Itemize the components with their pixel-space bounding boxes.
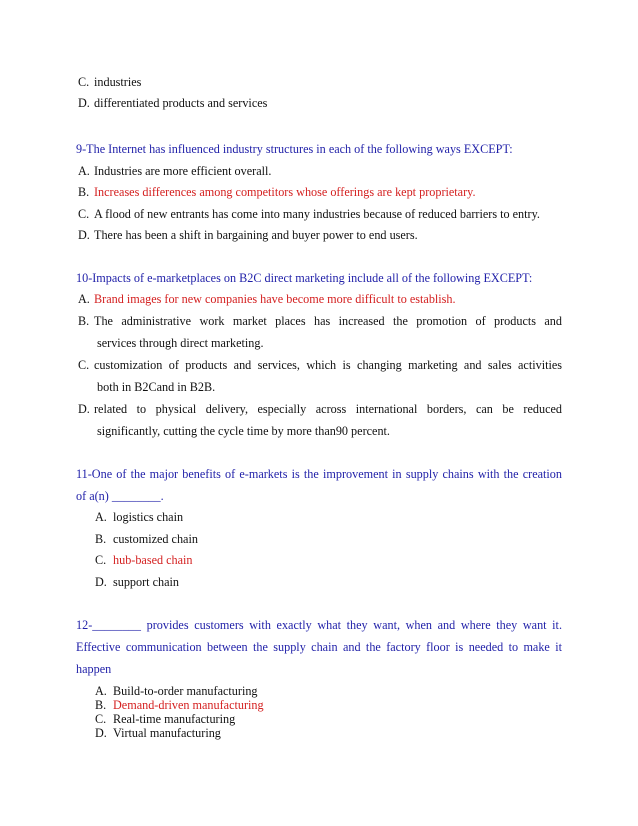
q12-option-b-answer: B. Demand-driven manufacturing: [95, 698, 264, 712]
q11-option-d: D. support chain: [95, 575, 180, 589]
q10-option-c: C. customization of products and services, which is changing marketing and sales activities: [78, 358, 562, 372]
q10-option-d: D. related to physical delivery, especially across international borders, can be reduced: [78, 402, 562, 416]
q10-option-a-answer: A. Brand images for new companies have become more difficult to establish.: [78, 292, 456, 306]
question-11: 11-One of the major benefits of e-markets is the improvement in supply chains with the creation: [76, 467, 562, 481]
q12-option-a: A. Build-to-order manufacturing: [95, 684, 258, 698]
q11-option-c-answer: C. hub-based chain: [95, 553, 193, 567]
question-12-end: happen: [76, 662, 112, 676]
q10-option-b: B. The administrative work market places has increased the promotion of products and: [78, 314, 562, 328]
q9-option-a: A. Industries are more efficient overall.: [78, 164, 272, 178]
question-9: 9-The Internet has influenced industry structures in each of the following ways EXCEPT:: [76, 142, 513, 156]
question-11-continued: of a(n) ________.: [76, 489, 164, 503]
q9-option-c: C. A flood of new entrants has come into many industries because of reduced barriers to entry.: [78, 207, 540, 221]
q10-option-b-continued: services through direct marketing.: [97, 336, 264, 350]
prev-option-d: D. differentiated products and services: [78, 96, 268, 110]
q11-option-b: B. customized chain: [95, 532, 198, 546]
q10-option-c-continued: both in B2Cand in B2B.: [97, 380, 216, 394]
q12-option-c: C. Real-time manufacturing: [95, 712, 236, 726]
q9-option-d: D. There has been a shift in bargaining and buyer power to end users.: [78, 228, 418, 242]
question-12: 12-________ provides customers with exactly what they want, when and where they want it.: [76, 618, 562, 632]
q12-option-d: D. Virtual manufacturing: [95, 726, 221, 740]
q10-option-d-continued: significantly, cutting the cycle time by more than90 percent.: [97, 424, 390, 438]
q9-option-b-answer: B. Increases differences among competitors whose offerings are kept proprietary.: [78, 185, 476, 199]
q11-option-a: A. logistics chain: [95, 510, 184, 524]
question-12-continued: Effective communication between the supply chain and the factory floor is needed to make it: [76, 640, 562, 654]
prev-option-c: C. industries: [78, 75, 142, 89]
question-10: 10-Impacts of e-marketplaces on B2C direct marketing include all of the following EXCEPT:: [76, 271, 533, 285]
